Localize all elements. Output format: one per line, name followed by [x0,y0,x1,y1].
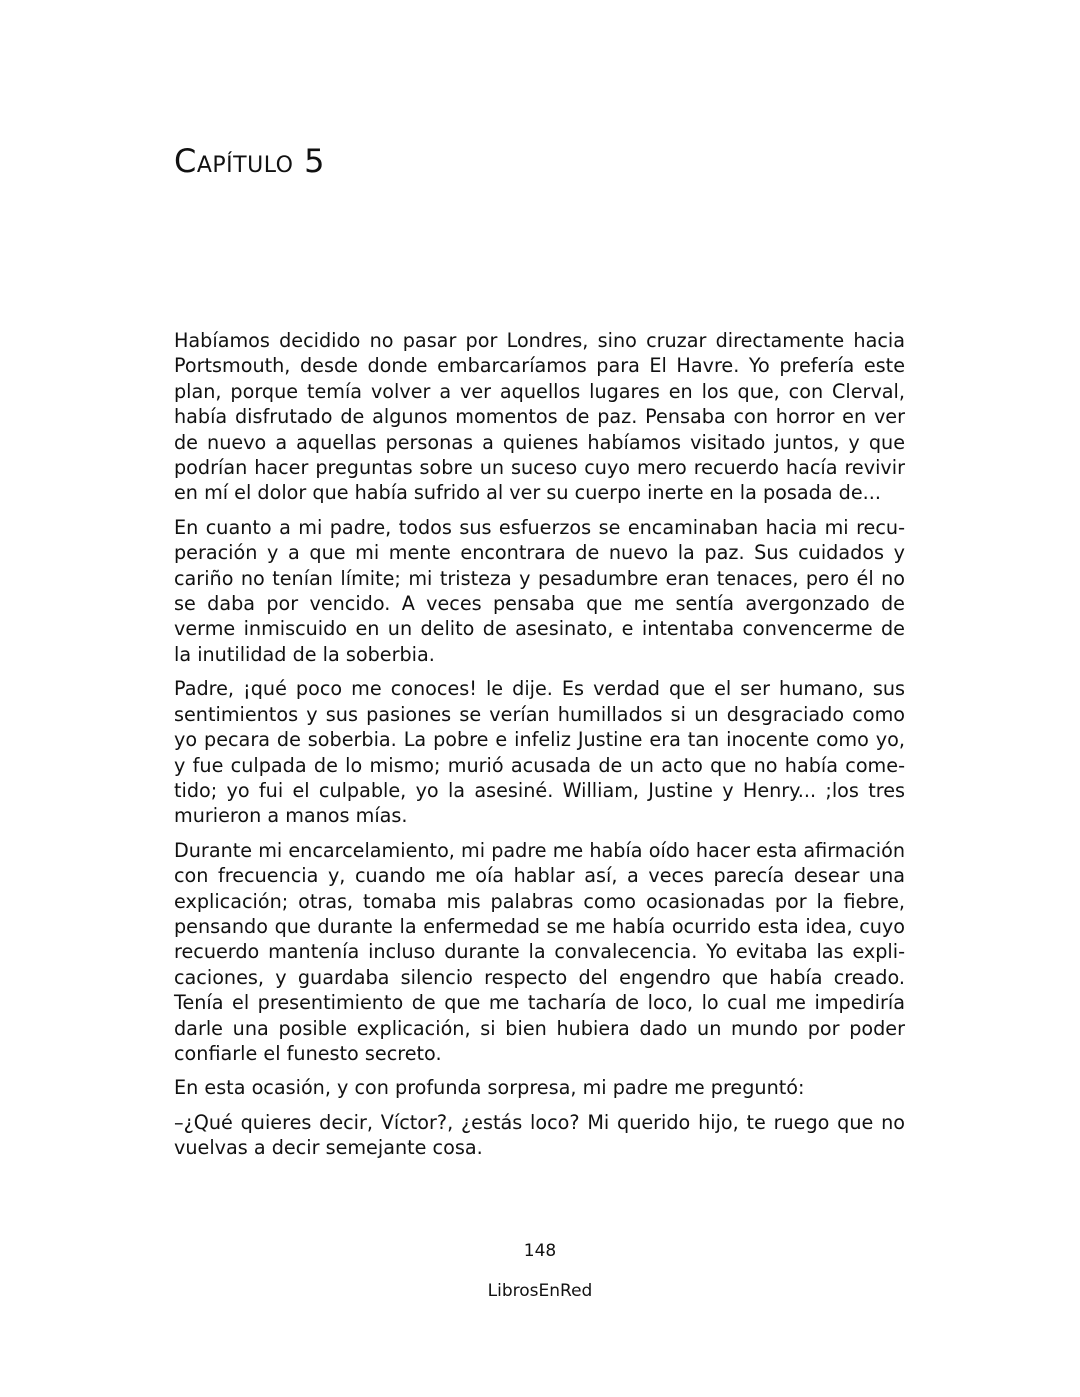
paragraph: En cuanto a mi padre, todos sus esfuerzos se encaminaban hacia mi recuperación y a que mi mente encontrara de nuevo la paz. Sus cuidados y cariño no tenían límite; mi tristeza y pesadumbre eran tenaces, pero él no se daba por vencido. A veces pensaba que me sentía avergonzado de verme inmiscuido en un delito de asesinato, e intentaba convencerme de la inutilidad de la soberbia. [174,515,905,666]
paragraph: Habíamos decidido no pasar por Londres, sino cruzar directamente hacia Portsmouth, desde donde embarcaríamos para El Havre. Yo prefería este plan, porque temía volver a ver aquellos lugares en los que, con Clerval, había disfrutado de algunos momentos de paz. Pensaba con horror en ver de nuevo a aquellas personas a quienes habíamos visitado juntos, y que podrían hacer preguntas sobre un suceso cuyo mero recuerdo hacía revivir en mí el dolor que había sufrido al ver su cuerpo inerte en la posada de... [174,329,905,505]
paragraph: Padre, ¡qué poco me conoces! le dije. Es verdad que el ser humano, sus sentimientos y sus pasiones se verían humillados si un desgraciado como yo pecara de soberbia. La pobre e infeliz Justine era tan inocente como yo, y fue culpada de lo mismo; murió acusada de un acto que no había cometido; yo fui el culpable, yo la asesiné. William, Justine y Henry... ;los tres murieron a manos mías. [174,677,905,828]
paragraph: Durante mi encarcelamiento, mi padre me había oído hacer esta afirmación con frecuencia y, cuando me oía hablar así, a veces parecía desear una explicación; otras, tomaba mis palabras como ocasionadas por la fiebre, pensando que durante la enfermedad se me había ocurrido esta idea, cuyo recuerdo mantenía incluso durante la convalecencia. Yo evitaba las explicaciones, y guardaba silencio respecto del engendro que había creado. Tenía el presentimiento de que me tacharía de loco, lo cual me impediría darle una posible explicación, si bien hubiera dado un mundo por poder confiarle el funesto secreto. [174,838,905,1065]
page-number: 148 [523,1241,557,1261]
paragraph: –¿Qué quieres decir, Víctor?, ¿estás loco? Mi querido hijo, te ruego que no vuelvas a decir semejante cosa. [174,1110,905,1160]
chapter-title: Capítulo 5 [174,142,326,180]
publisher-footer: LibrosEnRed [487,1281,593,1301]
paragraph: En esta ocasión, y con profunda sorpresa, mi padre me preguntó: [174,1076,805,1100]
chapter-body [174,328,905,1170]
